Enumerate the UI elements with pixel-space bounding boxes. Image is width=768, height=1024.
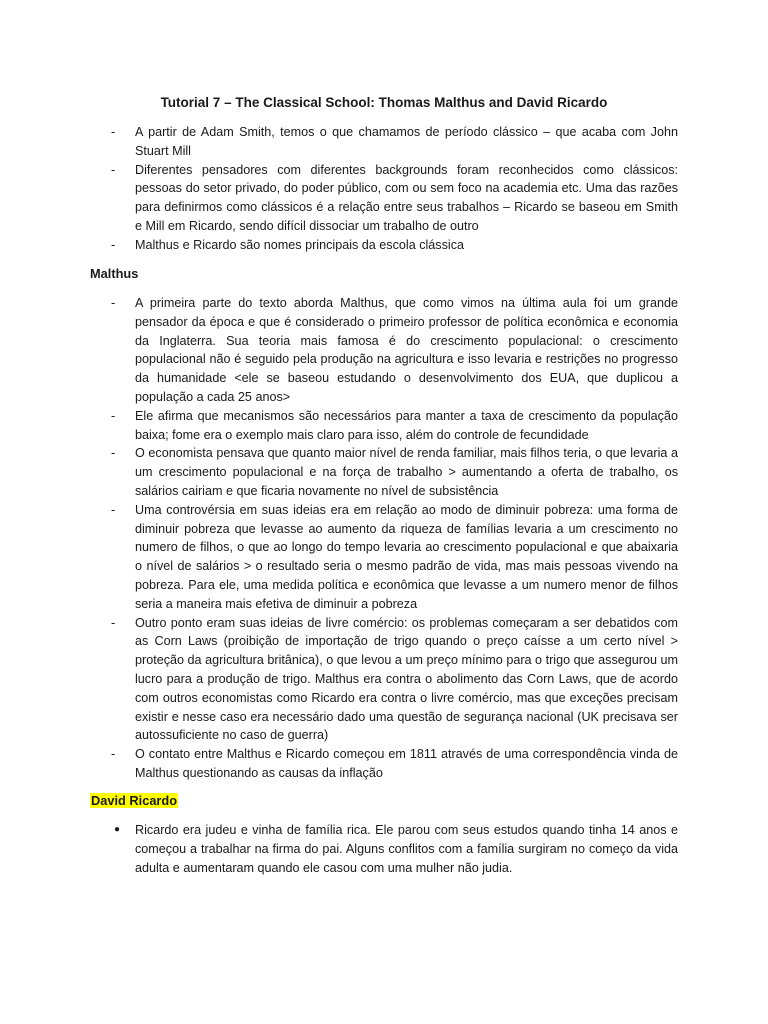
- list-item: [90, 614, 678, 746]
- malthus-list: [90, 294, 678, 783]
- ricardo-list: [90, 821, 678, 877]
- list-item: [90, 123, 678, 161]
- dash-marker: -: [111, 162, 116, 177]
- dash-marker: -: [111, 502, 116, 517]
- list-item-text: O economista pensava que quanto maior nível de renda familiar, mais filhos teria, o que levaria a um crescimento populacional e na força de trabalho > aumentando a oferta de trabalho, os salários cairiam e que ficaria novamente no nível de subsistência: [135, 446, 678, 498]
- list-item-text: Malthus e Ricardo são nomes principais da escola clássica: [135, 237, 464, 252]
- list-item-text: Uma controvérsia em suas ideias era em relação ao modo de diminuir pobreza: uma forma de diminuir pobreza que levasse ao aumento da riqueza de famílias levaria a um crescimento no numero de filhos, o que ao longo do tempo levaria ao crescimento populacional e que abaixaria o nível de salários > o resultado seria o mesmo padrão de vida, mas mais pessoas vivendo na pobreza. Para ele, uma medida política e econômica que levasse a um numero menor de filhos seria a maneira mais efetiva de diminuir a pobreza: [135, 502, 678, 611]
- bullet-icon: ●: [114, 824, 121, 835]
- list-item-text: Outro ponto eram suas ideias de livre comércio: os problemas começaram a ser debatidos com as Corn Laws (proibição de importação de trigo quando o preço caísse a um certo nível > proteção da agricultura britânica), o que levou a um preço mínimo para o trigo que assegurou um lucro para a produção de trigo. Malthus era contra o abolimento das Corn Laws, que de acordo com outros economistas como Ricardo era contra o livre comércio, mas que exceções precisam existir e nesse caso era necessário dado uma questão de segurança nacional (UK precisava ser autossuficiente no caso de guerra): [135, 615, 678, 743]
- list-item-text: A partir de Adam Smith, temos o que chamamos de período clássico – que acaba com John Stuart Mill: [135, 125, 678, 158]
- list-item-text: A primeira parte do texto aborda Malthus, que como vimos na última aula foi um grande pensador da época e que é considerado o primeiro professor de política econômica e economia da Inglaterra. Sua teoria mais famosa é do crescimento populacional: o crescimento populacional não é seguido pela produção na agricultura e isso levaria e restrições no progresso da humanidade <ele se baseou estudando o desenvolvimento dos EUA, que duplicou a população a cada 25 anos>: [135, 296, 678, 404]
- list-item: [90, 407, 678, 445]
- list-item-text: Ele afirma que mecanismos são necessários para manter a taxa de crescimento da população baixa; fome era o exemplo mais claro para isso, além do controle de fecundidade: [135, 408, 678, 442]
- list-item: [90, 236, 678, 255]
- list-item: [90, 294, 678, 407]
- document-title: Tutorial 7 – The Classical School: Thomas Malthus and David Ricardo: [160, 95, 608, 110]
- dash-marker: -: [111, 615, 116, 630]
- dash-marker: -: [111, 237, 116, 252]
- malthus-section: [90, 294, 678, 783]
- ricardo-section: [90, 821, 678, 877]
- list-item: [90, 821, 678, 877]
- highlighted-heading-text: David Ricardo: [91, 793, 178, 808]
- intro-section: [90, 123, 678, 255]
- list-item: [90, 161, 678, 236]
- ricardo-heading: [90, 791, 178, 810]
- list-item: [90, 501, 678, 614]
- list-item-text: Diferentes pensadores com diferentes backgrounds foram reconhecidos como clássicos: pessoas do setor privado, do poder público, com ou sem foco na academia etc. Uma das razões para definirmos como clássicos é a relação entre seus trabalhos – Ricardo se baseou em Smith e Mill em Ricardo, sendo difícil dissociar um trabalho de outro: [135, 162, 678, 233]
- dash-marker: -: [111, 747, 116, 762]
- list-item-text: Ricardo era judeu e vinha de família rica. Ele parou com seus estudos quando tinha 14 anos e começou a trabalhar na firma do pai. Alguns conflitos com a família surgiram no começo da vida adulta e aumentaram quando ele casou com uma mulher não judia.: [135, 823, 678, 875]
- dash-marker: -: [111, 296, 116, 310]
- intro-list: [90, 123, 678, 255]
- list-item: [90, 444, 678, 500]
- dash-marker: -: [111, 408, 116, 423]
- list-item: [90, 745, 678, 783]
- dash-marker: -: [111, 446, 116, 461]
- list-item-text: O contato entre Malthus e Ricardo começou em 1811 através de uma correspondência vinda de Malthus questionando as causas da inflação: [135, 747, 678, 780]
- malthus-heading: Malthus: [90, 266, 139, 281]
- dash-marker: -: [111, 125, 116, 139]
